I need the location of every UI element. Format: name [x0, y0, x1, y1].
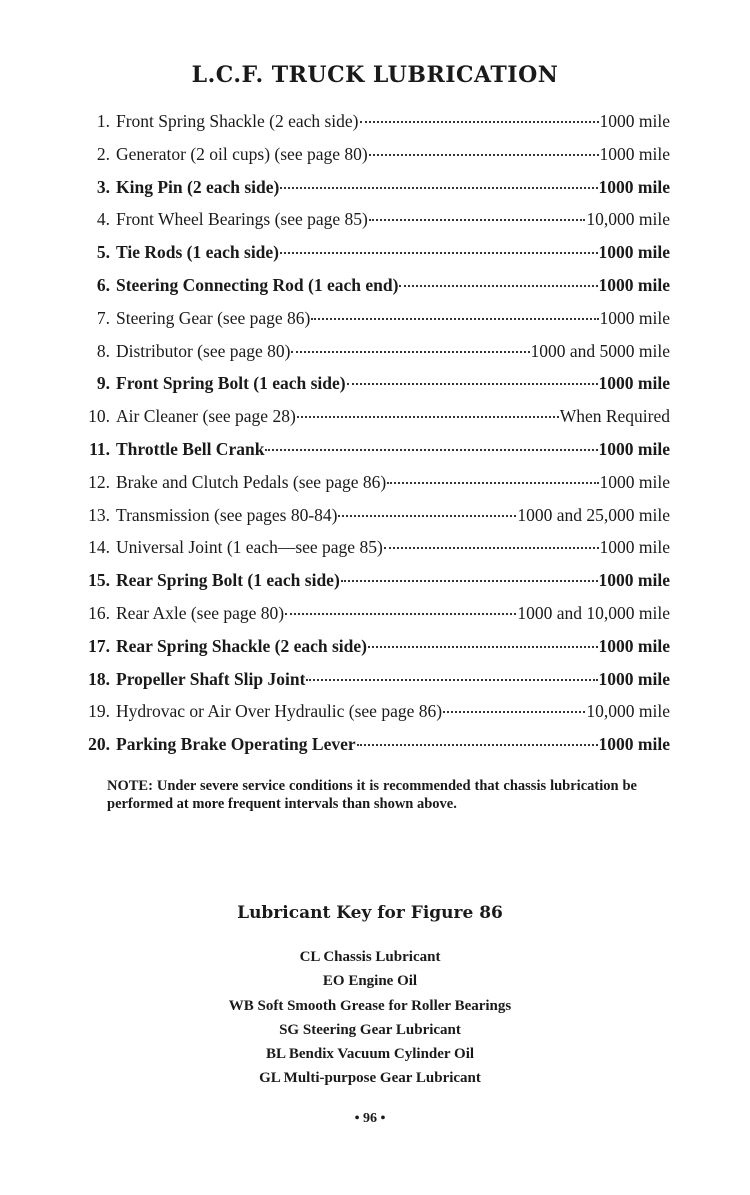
lubricant-key-item: WB Soft Smooth Grease for Roller Bearings: [228, 997, 512, 1014]
dot-leader: [384, 547, 599, 549]
dot-leader: [368, 646, 598, 648]
dot-leader: [341, 580, 598, 582]
list-item: [72, 308, 670, 341]
item-label: Generator (2 oil cups) (see page 80): [116, 143, 368, 164]
item-number: 7.: [96, 307, 110, 328]
item-label: Rear Axle (see page 80): [116, 602, 285, 623]
dot-leader: [338, 515, 516, 517]
item-interval: When Required: [559, 406, 670, 427]
list-item: [72, 373, 670, 406]
dot-leader: [265, 449, 597, 451]
item-number: 18.: [88, 668, 110, 689]
dot-leader: [360, 121, 599, 123]
item-number: 2.: [96, 143, 110, 164]
list-item: [72, 701, 670, 734]
item-interval: 1000 and 5000 mile: [530, 340, 670, 361]
item-interval: 1000 mile: [599, 537, 670, 558]
list-item: [72, 275, 670, 308]
item-interval: 1000 mile: [598, 274, 670, 295]
item-number: 1.: [96, 111, 110, 131]
lubricant-key-item: CL Chassis Lubricant: [299, 949, 441, 965]
item-label: Steering Gear (see page 86): [116, 307, 311, 328]
list-item: [72, 406, 670, 439]
dot-leader: [280, 252, 598, 254]
item-interval: 1000 mile: [598, 373, 670, 394]
item-label: Parking Brake Operating Lever: [116, 734, 356, 755]
list-item: [72, 636, 670, 669]
item-number: 15.: [88, 570, 110, 591]
item-label: Front Spring Bolt (1 each side): [116, 373, 346, 394]
dot-leader: [311, 318, 598, 320]
list-item: [72, 144, 670, 177]
list-item: [72, 111, 670, 144]
dot-leader: [347, 383, 598, 385]
lubricant-key-item: GL Multi-purpose Gear Lubricant: [259, 1070, 481, 1087]
dot-leader: [399, 285, 597, 287]
dot-leader: [443, 711, 585, 713]
item-interval: 1000 and 25,000 mile: [517, 504, 670, 525]
item-number: 3.: [96, 176, 110, 197]
item-label: Rear Spring Bolt (1 each side): [116, 570, 340, 591]
item-label: Throttle Bell Crank: [116, 438, 265, 459]
dot-leader: [280, 187, 597, 189]
item-number: 12.: [88, 471, 110, 492]
dot-leader: [369, 219, 586, 221]
item-number: 20.: [88, 734, 110, 755]
item-interval: 1000 mile: [599, 143, 670, 164]
item-label: Universal Joint (1 each—see page 85): [116, 537, 383, 558]
item-number: 8.: [96, 340, 110, 361]
item-number: 6.: [96, 274, 110, 295]
list-item: [72, 439, 670, 472]
dot-leader: [306, 679, 597, 681]
list-item: [72, 505, 670, 538]
item-label: Tie Rods (1 each side): [116, 242, 280, 263]
item-number: 17.: [88, 635, 110, 656]
list-item: [72, 537, 670, 570]
item-label: Brake and Clutch Pedals (see page 86): [116, 471, 387, 492]
lubricant-key-item: EO Engine Oil: [322, 973, 418, 990]
item-interval: 1000 and 10,000 mile: [517, 602, 670, 623]
page-title: L.C.F. TRUCK LUBRICATION: [191, 62, 559, 88]
list-item: [72, 603, 670, 636]
item-label: Air Cleaner (see page 28): [116, 406, 296, 427]
item-interval: 1000 mile: [598, 176, 670, 197]
item-label: Hydrovac or Air Over Hydraulic (see page 86): [116, 701, 443, 722]
dot-leader: [297, 416, 559, 418]
item-interval: 10,000 mile: [586, 209, 670, 230]
service-note: NOTE: Under severe service conditions it is recommended that chassis lubrication be performed at more frequent intervals than shown above.: [107, 778, 637, 812]
dot-leader: [357, 744, 598, 746]
dot-leader: [291, 351, 529, 353]
list-item: [72, 242, 670, 275]
item-interval: 10,000 mile: [586, 701, 670, 722]
page-number: • 96 •: [354, 1111, 386, 1126]
list-item: [72, 570, 670, 603]
item-label: Distributor (see page 80): [116, 340, 291, 361]
item-interval: 1000 mile: [598, 635, 670, 656]
item-label: Front Spring Shackle (2 each side): [116, 111, 359, 131]
item-interval: 1000 mile: [599, 111, 670, 131]
dot-leader: [387, 482, 598, 484]
item-interval: 1000 mile: [598, 734, 670, 755]
item-number: 11.: [89, 438, 110, 459]
lubricant-key-item: BL Bendix Vacuum Cylinder Oil: [265, 1046, 475, 1063]
dot-leader: [369, 154, 599, 156]
item-number: 10.: [88, 406, 110, 427]
lubricant-key-title: Lubricant Key for Figure 86: [237, 903, 503, 923]
item-number: 9.: [96, 373, 110, 394]
item-interval: 1000 mile: [599, 307, 670, 328]
item-label: Steering Connecting Rod (1 each end): [116, 274, 399, 295]
item-interval: 1000 mile: [598, 438, 670, 459]
list-item: [72, 669, 670, 702]
item-interval: 1000 mile: [598, 570, 670, 591]
item-label: Rear Spring Shackle (2 each side): [116, 635, 367, 656]
item-number: 13.: [88, 504, 110, 525]
item-number: 19.: [88, 701, 110, 722]
list-item: [72, 734, 670, 767]
list-item: [72, 472, 670, 505]
list-item: [72, 177, 670, 210]
lubrication-list: [72, 111, 670, 767]
item-interval: 1000 mile: [598, 668, 670, 689]
item-number: 16.: [88, 602, 110, 623]
item-interval: 1000 mile: [598, 242, 670, 263]
item-label: Propeller Shaft Slip Joint: [116, 668, 306, 689]
lubricant-key-item: SG Steering Gear Lubricant: [279, 1021, 461, 1038]
lubricant-key-list: [0, 949, 740, 1095]
list-item: [72, 209, 670, 242]
item-label: Transmission (see pages 80-84): [116, 504, 338, 525]
item-interval: 1000 mile: [599, 471, 670, 492]
item-number: 14.: [88, 537, 110, 558]
item-label: King Pin (2 each side): [116, 176, 280, 197]
dot-leader: [285, 613, 516, 615]
list-item: [72, 341, 670, 374]
item-number: 4.: [96, 209, 110, 230]
item-number: 5.: [96, 242, 110, 263]
item-label: Front Wheel Bearings (see page 85): [116, 209, 368, 230]
